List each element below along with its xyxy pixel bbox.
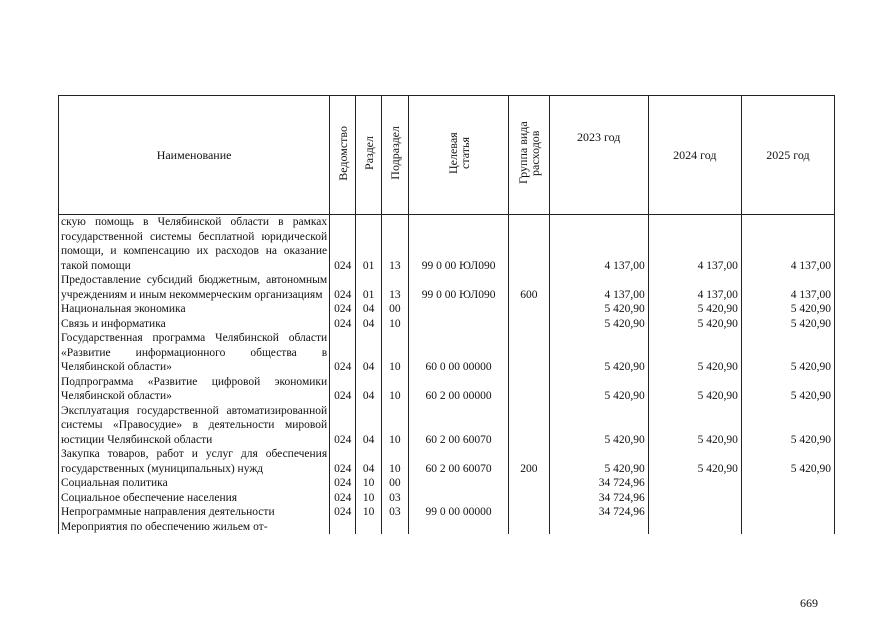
- header-name: Наименование: [59, 96, 330, 215]
- table-row: [59, 520, 835, 535]
- cell-value-2024: 5 420,90: [648, 302, 741, 317]
- cell-value-2023: 34 724,96: [549, 491, 648, 506]
- cell-target-article: 60 0 00 00000: [409, 331, 509, 375]
- cell-value-2025: 4 137,00: [741, 273, 834, 302]
- cell-name: Связь и информатика: [59, 317, 330, 332]
- header-expense-group: Группа вида расходов: [509, 96, 549, 215]
- cell-section: 04: [356, 447, 381, 476]
- cell-name: Непрограммные направления деятельности: [59, 505, 330, 520]
- cell-value-2023: 5 420,90: [549, 404, 648, 448]
- cell-expense-group: [509, 491, 549, 506]
- cell-section: 01: [356, 273, 381, 302]
- cell-subsection: 10: [381, 317, 408, 332]
- cell-expense-group: [509, 215, 549, 274]
- cell-value-2025: 5 420,90: [741, 302, 834, 317]
- cell-value-2023: 4 137,00: [549, 215, 648, 274]
- table-row: [59, 476, 835, 491]
- cell-name: Национальная экономика: [59, 302, 330, 317]
- cell-subsection: 03: [381, 491, 408, 506]
- header-2024: 2024 год: [648, 96, 741, 215]
- page-number: 669: [800, 596, 818, 610]
- cell-value-2025: 5 420,90: [741, 375, 834, 404]
- cell-name: Государственная программа Челябинской области «Развитие информационного общества в Челябинской области»: [59, 331, 330, 375]
- cell-section: 01: [356, 215, 381, 274]
- cell-value-2023: 34 724,96: [549, 476, 648, 491]
- cell-department: 024: [330, 505, 356, 520]
- cell-name: скую помощь в Челябинской области в рамках государственной системы бесплатной юридической помощи, и компенсацию их расходов на оказание такой помощи: [59, 215, 330, 274]
- cell-expense-group: 600: [509, 273, 549, 302]
- cell-subsection: 13: [381, 215, 408, 274]
- cell-value-2024: 5 420,90: [648, 317, 741, 332]
- cell-value-2024: [648, 520, 741, 535]
- cell-value-2023: [549, 520, 648, 535]
- header-department: Ведомство: [330, 96, 356, 215]
- cell-expense-group: [509, 375, 549, 404]
- cell-section: 10: [356, 476, 381, 491]
- table-row: [59, 317, 835, 332]
- cell-section: 04: [356, 317, 381, 332]
- cell-value-2023: 5 420,90: [549, 302, 648, 317]
- cell-section: [356, 520, 381, 535]
- cell-value-2025: 5 420,90: [741, 404, 834, 448]
- cell-expense-group: [509, 331, 549, 375]
- cell-expense-group: [509, 317, 549, 332]
- cell-name: Предоставление субсидий бюджетным, автономным учреждениям и иным некоммерческим организациям: [59, 273, 330, 302]
- cell-department: 024: [330, 404, 356, 448]
- cell-value-2023: 5 420,90: [549, 317, 648, 332]
- cell-target-article: [409, 302, 509, 317]
- cell-section: 04: [356, 331, 381, 375]
- cell-target-article: 99 0 00 ЮЛ090: [409, 273, 509, 302]
- cell-department: 024: [330, 375, 356, 404]
- cell-value-2024: 5 420,90: [648, 375, 741, 404]
- table-row: [59, 375, 835, 404]
- budget-table: [58, 95, 835, 534]
- cell-section: 04: [356, 375, 381, 404]
- table-row: [59, 447, 835, 476]
- cell-expense-group: 200: [509, 447, 549, 476]
- cell-department: 024: [330, 302, 356, 317]
- cell-expense-group: [509, 476, 549, 491]
- cell-expense-group: [509, 520, 549, 535]
- cell-value-2025: [741, 491, 834, 506]
- cell-subsection: 10: [381, 447, 408, 476]
- cell-value-2024: 4 137,00: [648, 273, 741, 302]
- cell-target-article: [409, 476, 509, 491]
- table-row: [59, 491, 835, 506]
- cell-name: Закупка товаров, работ и услуг для обеспечения государственных (муниципальных) нужд: [59, 447, 330, 476]
- cell-name: Социальное обеспечение населения: [59, 491, 330, 506]
- cell-subsection: 13: [381, 273, 408, 302]
- cell-department: 024: [330, 331, 356, 375]
- table-row: [59, 331, 835, 375]
- cell-value-2024: 4 137,00: [648, 215, 741, 274]
- cell-department: [330, 520, 356, 535]
- cell-value-2025: [741, 505, 834, 520]
- cell-department: 024: [330, 317, 356, 332]
- cell-value-2025: 5 420,90: [741, 331, 834, 375]
- cell-value-2023: 34 724,96: [549, 505, 648, 520]
- cell-expense-group: [509, 505, 549, 520]
- cell-value-2024: 5 420,90: [648, 447, 741, 476]
- cell-name: Подпрограмма «Развитие цифровой экономики Челябинской области»: [59, 375, 330, 404]
- header-2025: 2025 год: [741, 96, 834, 215]
- cell-subsection: 00: [381, 476, 408, 491]
- cell-subsection: 10: [381, 375, 408, 404]
- cell-name: Мероприятия по обеспечению жильем от-: [59, 520, 330, 535]
- cell-expense-group: [509, 404, 549, 448]
- cell-section: 10: [356, 505, 381, 520]
- cell-value-2023: 5 420,90: [549, 447, 648, 476]
- cell-subsection: 10: [381, 404, 408, 448]
- table-row: [59, 215, 835, 274]
- cell-value-2024: [648, 505, 741, 520]
- cell-value-2024: [648, 476, 741, 491]
- table-row: [59, 273, 835, 302]
- cell-section: 04: [356, 404, 381, 448]
- cell-section: 04: [356, 302, 381, 317]
- cell-target-article: [409, 491, 509, 506]
- header-2023: 2023 год: [549, 96, 648, 215]
- cell-subsection: 10: [381, 331, 408, 375]
- cell-department: 024: [330, 476, 356, 491]
- header-subsection: Подраздел: [381, 96, 408, 215]
- cell-target-article: 60 2 00 00000: [409, 375, 509, 404]
- table-row: [59, 404, 835, 448]
- cell-value-2024: [648, 491, 741, 506]
- cell-target-article: [409, 520, 509, 535]
- cell-value-2025: 5 420,90: [741, 317, 834, 332]
- cell-subsection: [381, 520, 408, 535]
- cell-value-2025: [741, 520, 834, 535]
- cell-value-2023: 5 420,90: [549, 375, 648, 404]
- cell-department: 024: [330, 215, 356, 274]
- cell-value-2025: 5 420,90: [741, 447, 834, 476]
- cell-name: Эксплуатация государственной автоматизированной системы «Правосудие» в деятельности мировой юстиции Челябинской области: [59, 404, 330, 448]
- cell-value-2023: 4 137,00: [549, 273, 648, 302]
- cell-target-article: 60 2 00 60070: [409, 404, 509, 448]
- cell-value-2024: 5 420,90: [648, 331, 741, 375]
- cell-department: 024: [330, 447, 356, 476]
- cell-name: Социальная политика: [59, 476, 330, 491]
- cell-subsection: 03: [381, 505, 408, 520]
- cell-section: 10: [356, 491, 381, 506]
- cell-target-article: 99 0 00 00000: [409, 505, 509, 520]
- cell-expense-group: [509, 302, 549, 317]
- cell-value-2025: 4 137,00: [741, 215, 834, 274]
- cell-value-2024: 5 420,90: [648, 404, 741, 448]
- cell-target-article: 99 0 00 ЮЛ090: [409, 215, 509, 274]
- header-section: Раздел: [356, 96, 381, 215]
- cell-value-2025: [741, 476, 834, 491]
- table-header-row: [59, 96, 835, 215]
- table-row: [59, 505, 835, 520]
- cell-value-2023: 5 420,90: [549, 331, 648, 375]
- cell-department: 024: [330, 491, 356, 506]
- header-target-article: Целевая статья: [409, 96, 509, 215]
- cell-target-article: 60 2 00 60070: [409, 447, 509, 476]
- cell-target-article: [409, 317, 509, 332]
- table-row: [59, 302, 835, 317]
- cell-department: 024: [330, 273, 356, 302]
- cell-subsection: 00: [381, 302, 408, 317]
